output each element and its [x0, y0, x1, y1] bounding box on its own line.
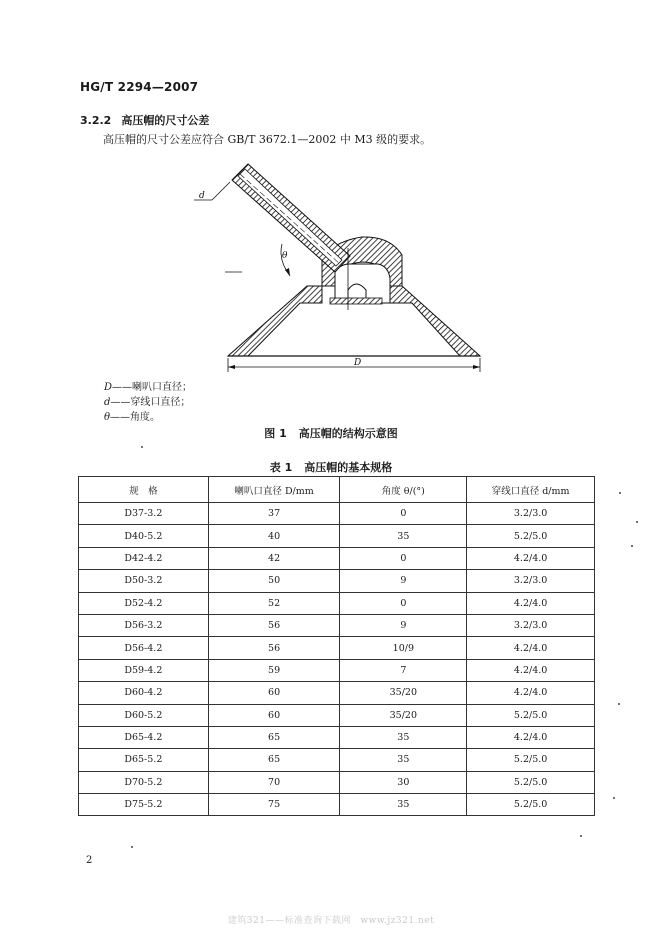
cap-structure-diagram [190, 160, 490, 382]
table-row: D42-4.2 42 0 4.2/4.0 [79, 547, 595, 569]
table-row: D65-4.2 65 35 4.2/4.0 [79, 726, 595, 748]
page-number: 2 [86, 855, 93, 866]
legend-item-D: D——喇叭口直径； [104, 382, 193, 393]
scan-speck [580, 835, 582, 837]
header-angle: 角度 θ/(°) [340, 477, 467, 503]
table-caption: 表 1 高压帽的基本规格 [269, 461, 393, 474]
dimension-D-label: D [354, 358, 362, 368]
table-row: D50-3.2 50 9 3.2/3.0 [79, 570, 595, 592]
legend-item-theta: θ——角度。 [104, 412, 161, 423]
clause-heading [80, 112, 209, 128]
footer-watermark: 建筑321——标准查询下载网 www.jz321.net [227, 916, 435, 926]
table-row: D40-5.2 40 35 5.2/5.0 [79, 525, 595, 547]
table-row: D65-5.2 65 35 5.2/5.0 [79, 749, 595, 771]
table-row: D70-5.2 70 30 5.2/5.0 [79, 771, 595, 793]
scan-speck [631, 545, 633, 547]
scan-speck [619, 492, 621, 494]
header-flare-diameter: 喇叭口直径 D/mm [208, 477, 340, 503]
table-row: D52-4.2 52 0 4.2/4.0 [79, 592, 595, 614]
table-row: D59-4.2 59 7 4.2/4.0 [79, 659, 595, 681]
table-row: D56-4.2 56 10/9 4.2/4.0 [79, 637, 595, 659]
angle-theta-label: θ [282, 251, 288, 261]
clause-number: 3.2.2 [80, 114, 112, 127]
table-row: D56-3.2 56 9 3.2/3.0 [79, 614, 595, 636]
table-row: D60-5.2 60 35/20 5.2/5.0 [79, 704, 595, 726]
scan-speck [636, 521, 638, 523]
spec-table [78, 476, 595, 816]
scan-speck [131, 846, 133, 848]
standard-code: HG/T 2294—2007 [80, 80, 199, 94]
table-row: D60-4.2 60 35/20 4.2/4.0 [79, 682, 595, 704]
table-row: D75-5.2 75 35 5.2/5.0 [79, 794, 595, 816]
figure-caption: 图 1 高压帽的结构示意图 [264, 427, 398, 440]
cone-body-right [390, 286, 480, 356]
clause-title: 高压帽的尺寸公差 [121, 114, 210, 127]
scan-speck [618, 703, 620, 705]
table-header-row [79, 477, 595, 503]
scan-speck [613, 797, 615, 799]
dimension-d-label: d [199, 191, 205, 201]
clause-text: 高压帽的尺寸公差应符合 GB/T 3672.1—2002 中 M3 级的要求。 [103, 133, 432, 146]
legend-item-d: d——穿线口直径； [104, 397, 191, 408]
scan-speck [141, 446, 143, 448]
header-wire-diameter: 穿线口直径 d/mm [467, 477, 595, 503]
header-spec: 规 格 [79, 477, 209, 503]
cone-body [228, 286, 322, 356]
table-row: D37-3.2 37 0 3.2/3.0 [79, 503, 595, 525]
